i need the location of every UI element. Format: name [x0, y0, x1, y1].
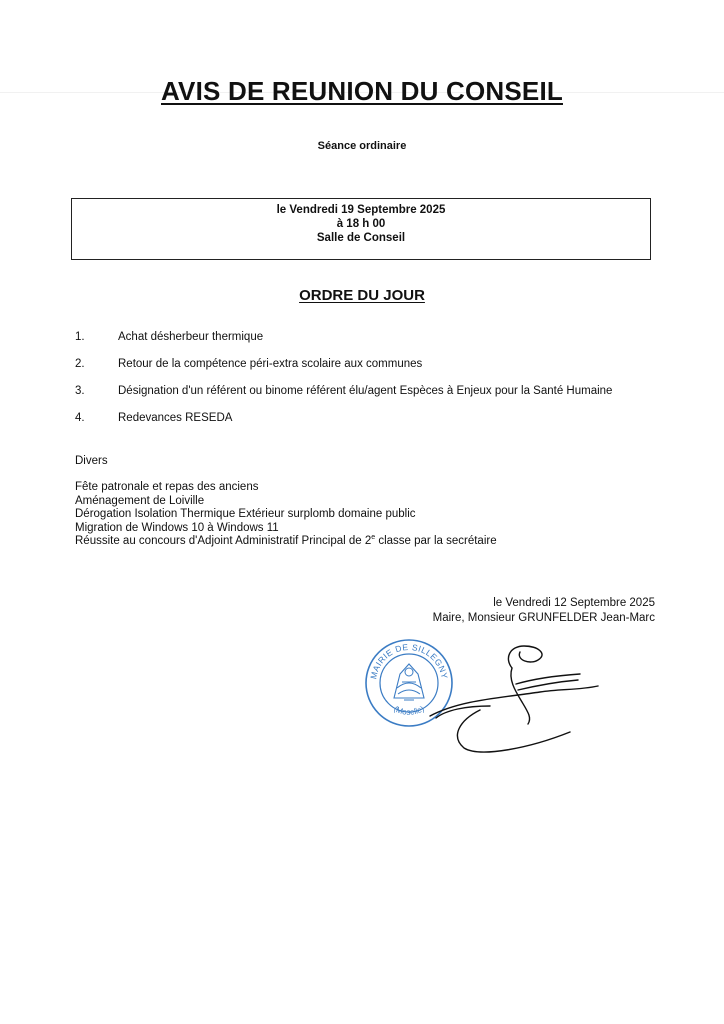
agenda-item-number: 1. [75, 331, 85, 343]
signoff-signatory: Maire, Monsieur GRUNFELDER Jean-Marc [432, 612, 655, 624]
divers-item: Aménagement de Loiville [75, 494, 205, 507]
agenda-item [75, 385, 675, 412]
agenda-item [75, 358, 675, 385]
signoff-date: le Vendredi 12 Septembre 2025 [493, 597, 655, 609]
divers-item: Dérogation Isolation Thermique Extérieur surplomb domaine public [75, 508, 416, 520]
agenda-item-text: Retour de la compétence péri-extra scolaire aux communes [118, 358, 423, 370]
agenda-list [75, 331, 675, 439]
signature-icon [420, 640, 605, 760]
agenda-title: ORDRE DU JOUR [299, 287, 425, 304]
agenda-item [75, 412, 675, 439]
divers-item: Fête patronale et repas des anciens [75, 481, 259, 493]
ordinal-suffix: e [371, 534, 376, 542]
agenda-item-number: 4. [75, 412, 85, 424]
divers-item-text: classe par la secrétaire [375, 535, 497, 547]
session-type: Séance ordinaire [317, 140, 407, 152]
divers-item: Migration de Windows 10 à Windows 11 [75, 521, 279, 534]
agenda-item-number: 2. [75, 358, 85, 370]
divers-label: Divers [75, 455, 108, 467]
meeting-time: à 18 h 00 [336, 218, 386, 230]
agenda-item-number: 3. [75, 385, 85, 397]
seal-top-text: MAIRIE DE SILLEGNY [368, 641, 450, 680]
agenda-item-text: Désignation d'un référent ou binome référent élu/agent Espèces à Enjeux pour la Santé Humaine [118, 385, 613, 397]
agenda-item-text: Achat désherbeur thermique [118, 331, 264, 343]
divers-item [75, 535, 497, 549]
page-title: AVIS DE REUNION DU CONSEIL [161, 76, 563, 106]
meeting-date: le Vendredi 19 Septembre 2025 [276, 204, 446, 216]
signoff-block [433, 596, 655, 626]
meeting-details-box [71, 198, 651, 260]
seal-bottom-text: (Moselle) [392, 704, 426, 717]
agenda-item-text: Redevances RESEDA [118, 412, 233, 424]
divers-list [75, 481, 497, 549]
agenda-item [75, 331, 675, 358]
divers-item-text: Réussite au concours d'Adjoint Administratif Principal de 2 [75, 535, 372, 547]
meeting-place: Salle de Conseil [316, 232, 406, 244]
